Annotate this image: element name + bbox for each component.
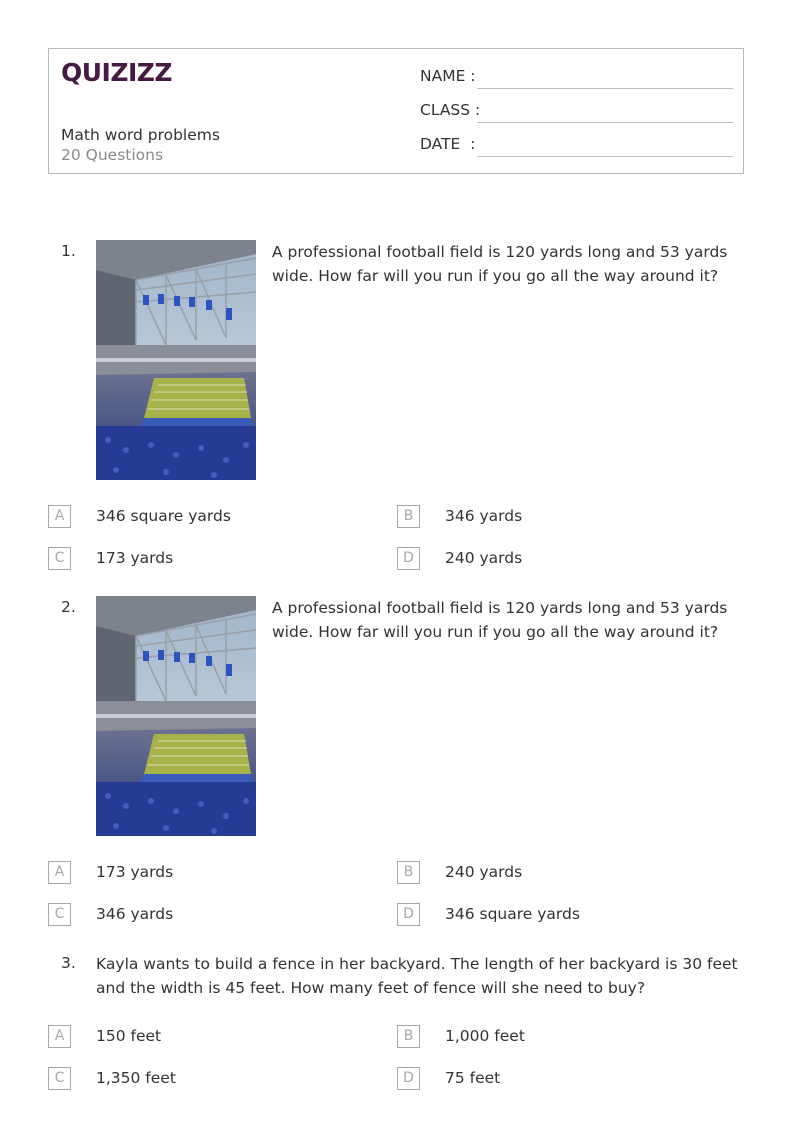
- q1-option-b-text: 346 yards: [445, 507, 523, 525]
- q1-option-c-text: 173 yards: [96, 549, 174, 567]
- date-label: DATE :: [420, 135, 476, 153]
- q2-option-a-text: 173 yards: [96, 863, 174, 881]
- q1-option-d-box[interactable]: D: [397, 547, 420, 570]
- class-label: CLASS :: [420, 101, 481, 119]
- worksheet-title: Math word problems: [61, 126, 220, 144]
- q1-option-a-box[interactable]: A: [48, 505, 71, 528]
- question-2-stadium-image: [96, 596, 256, 836]
- quizizz-logo: QUIZIZZ: [61, 58, 173, 87]
- q1-option-b-box[interactable]: B: [397, 505, 420, 528]
- date-line: [477, 156, 733, 157]
- q1-option-a-text: 346 square yards: [96, 507, 231, 525]
- question-3-text: Kayla wants to build a fence in her backyard. The length of her backyard is 30 feet and the width is 45 feet. How many feet of fence will she need to buy?: [96, 955, 738, 997]
- q2-option-a-box[interactable]: A: [48, 861, 71, 884]
- q3-option-b-box[interactable]: B: [397, 1025, 420, 1048]
- question-1-text: A professional football field is 120 yards long and 53 yards wide. How far will you run if you go all the way around it?: [272, 243, 728, 285]
- question-1-number: 1.: [61, 242, 76, 260]
- q3-option-b-text: 1,000 feet: [445, 1027, 525, 1045]
- question-2-number: 2.: [61, 598, 76, 616]
- question-3-number: 3.: [61, 954, 76, 972]
- q2-option-c-text: 346 yards: [96, 905, 174, 923]
- name-line: [477, 88, 733, 89]
- q2-option-d-box[interactable]: D: [397, 903, 420, 926]
- q1-option-d-text: 240 yards: [445, 549, 523, 567]
- q2-option-d-text: 346 square yards: [445, 905, 580, 923]
- q3-option-d-text: 75 feet: [445, 1069, 501, 1087]
- q1-option-c-box[interactable]: C: [48, 547, 71, 570]
- q3-option-a-text: 150 feet: [96, 1027, 162, 1045]
- question-1-stadium-image: [96, 240, 256, 480]
- class-line: [477, 122, 733, 123]
- q2-option-b-box[interactable]: B: [397, 861, 420, 884]
- name-field[interactable]: [420, 67, 733, 89]
- class-field[interactable]: [420, 101, 733, 123]
- question-count: 20 Questions: [61, 146, 164, 164]
- q3-option-d-box[interactable]: D: [397, 1067, 420, 1090]
- date-field[interactable]: [420, 135, 733, 157]
- worksheet-header: [48, 48, 744, 174]
- q2-option-c-box[interactable]: C: [48, 903, 71, 926]
- q2-option-b-text: 240 yards: [445, 863, 523, 881]
- question-2-text: A professional football field is 120 yards long and 53 yards wide. How far will you run if you go all the way around it?: [272, 599, 728, 641]
- q3-option-a-box[interactable]: A: [48, 1025, 71, 1048]
- q3-option-c-box[interactable]: C: [48, 1067, 71, 1090]
- name-label: NAME :: [420, 67, 476, 85]
- q3-option-c-text: 1,350 feet: [96, 1069, 176, 1087]
